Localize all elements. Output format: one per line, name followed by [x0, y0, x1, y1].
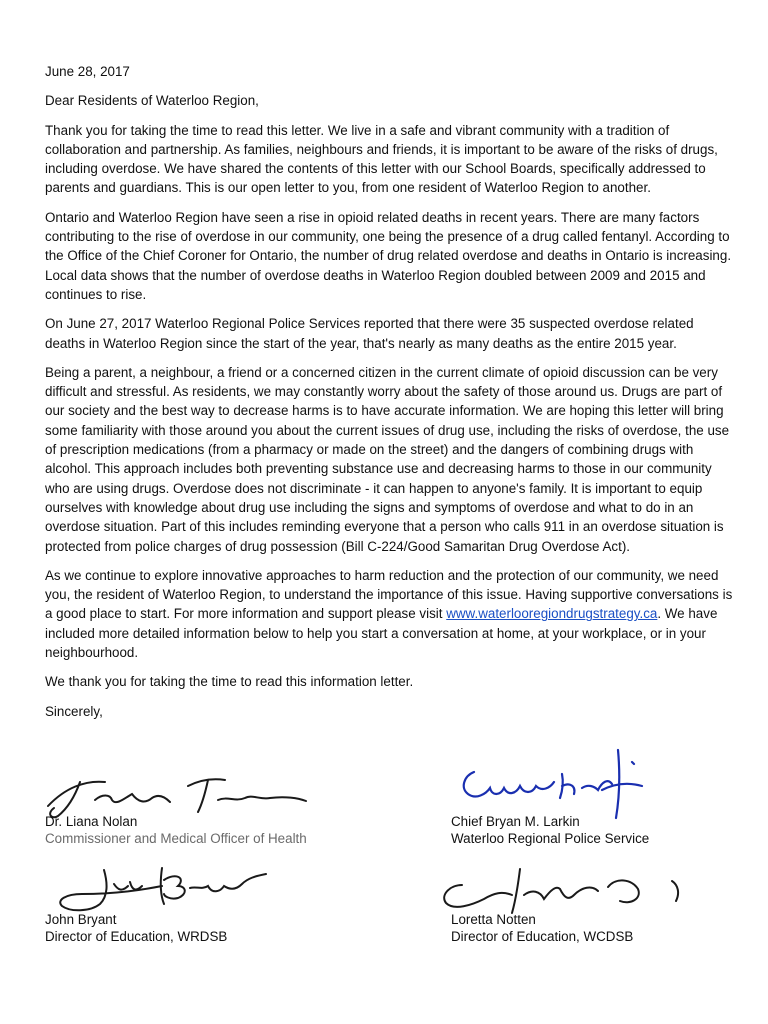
signatory-title: Waterloo Regional Police Service — [451, 830, 650, 846]
signatory-name: John Bryant — [45, 912, 117, 927]
paragraph-5 — [45, 566, 735, 662]
signatory-title: Commissioner and Medical Officer of Health — [45, 830, 307, 846]
signatory-title: Director of Education, WRDSB — [45, 928, 228, 944]
signatory-name: Loretta Notten — [451, 912, 536, 927]
signatory-name: Chief Bryan M. Larkin — [451, 814, 580, 829]
signatory-nolan — [45, 814, 307, 847]
paragraph-3: On June 27, 2017 Waterloo Regional Police Services reported that there were 35 suspected overdose related deaths in Waterloo Region since the start of the year, that's nearly as many deaths as the entire 2015 year. — [45, 316, 694, 351]
paragraph-5-text: As we continue to explore innovative approaches to harm reduction and the protection of our community, we need you, the resident of Waterloo Region, to understand the importance of this issue. Having supportive conversations is a good place to start. For more information and support please visit — [45, 567, 733, 622]
letter-date: June 28, 2017 — [45, 64, 130, 79]
salutation: Dear Residents of Waterloo Region, — [45, 93, 259, 109]
thank-you-line: We thank you for taking the time to read this information letter. — [45, 674, 414, 690]
paragraph-5-text-after-link: . We have included more detailed information below to help you start a conversation at home, at your workplace, or in your neighbourhood. — [45, 606, 718, 661]
signatory-title: Director of Education, WCDSB — [451, 928, 634, 944]
closing: Sincerely, — [45, 703, 103, 719]
signatory-larkin — [451, 814, 649, 847]
strategy-website-link[interactable]: www.waterlooregiondrugstrategy.ca — [446, 606, 658, 622]
signature-bryant — [52, 860, 282, 920]
signatory-name: Dr. Liana Nolan — [45, 814, 138, 829]
letter-body — [45, 62, 735, 731]
signature-notten — [432, 855, 692, 920]
signature-larkin — [452, 742, 652, 820]
paragraph-4: Being a parent, a neighbour, a friend or a concerned citizen in the current climate of opioid discussion can be very difficult and stressful. As residents, we may constantly worry about the safety of those around us. Drugs are part of our society and the best way to decrease harms is to have accurate information. We are hoping this letter will bring some familiarity with those around you about the current issues of drug use, including the risks of overdose, the use of prescription medications (from a pharmacy or made on the street) and the dangers of combining drugs with alcohol. This approach includes both preventing substance use and decreasing harms to those in our community who are using drugs. Overdose does not discriminate - it can happen to anyone's family. It is important to equip ourselves with knowledge about drug use including the signs and symptoms of overdose and what to do in an overdose situation. Part of this includes reminding everyone that a person who calls 911 in an overdose situation is protected from police charges of drug possession (Bill C-224/Good Samaritan Drug Overdose Act). — [45, 364, 730, 554]
paragraph-2: Ontario and Waterloo Region have seen a rise in opioid related deaths in recent years. There are many factors contributing to the rise of overdose in our community, one being the presence of a drug called fentanyl. According to the Office of the Chief Coroner for Ontario, the number of drug related overdose and deaths in Ontario is increasing. Local data shows that the number of overdose deaths in Waterloo Region doubled between 2009 and 2015 and continues to rise. — [45, 209, 732, 302]
paragraph-1: Thank you for taking the time to read this letter. We live in a safe and vibrant community with a tradition of collaboration and partnership. As families, neighbours and friends, it is important to be aware of the risks of drugs, including overdose. We have shared the contents of this letter with our School Boards, specifically addressed to parents and guardians. This is our open letter to you, from one resident of Waterloo Region to another. — [45, 122, 718, 196]
signatory-notten — [451, 912, 633, 945]
signatory-bryant — [45, 912, 227, 945]
